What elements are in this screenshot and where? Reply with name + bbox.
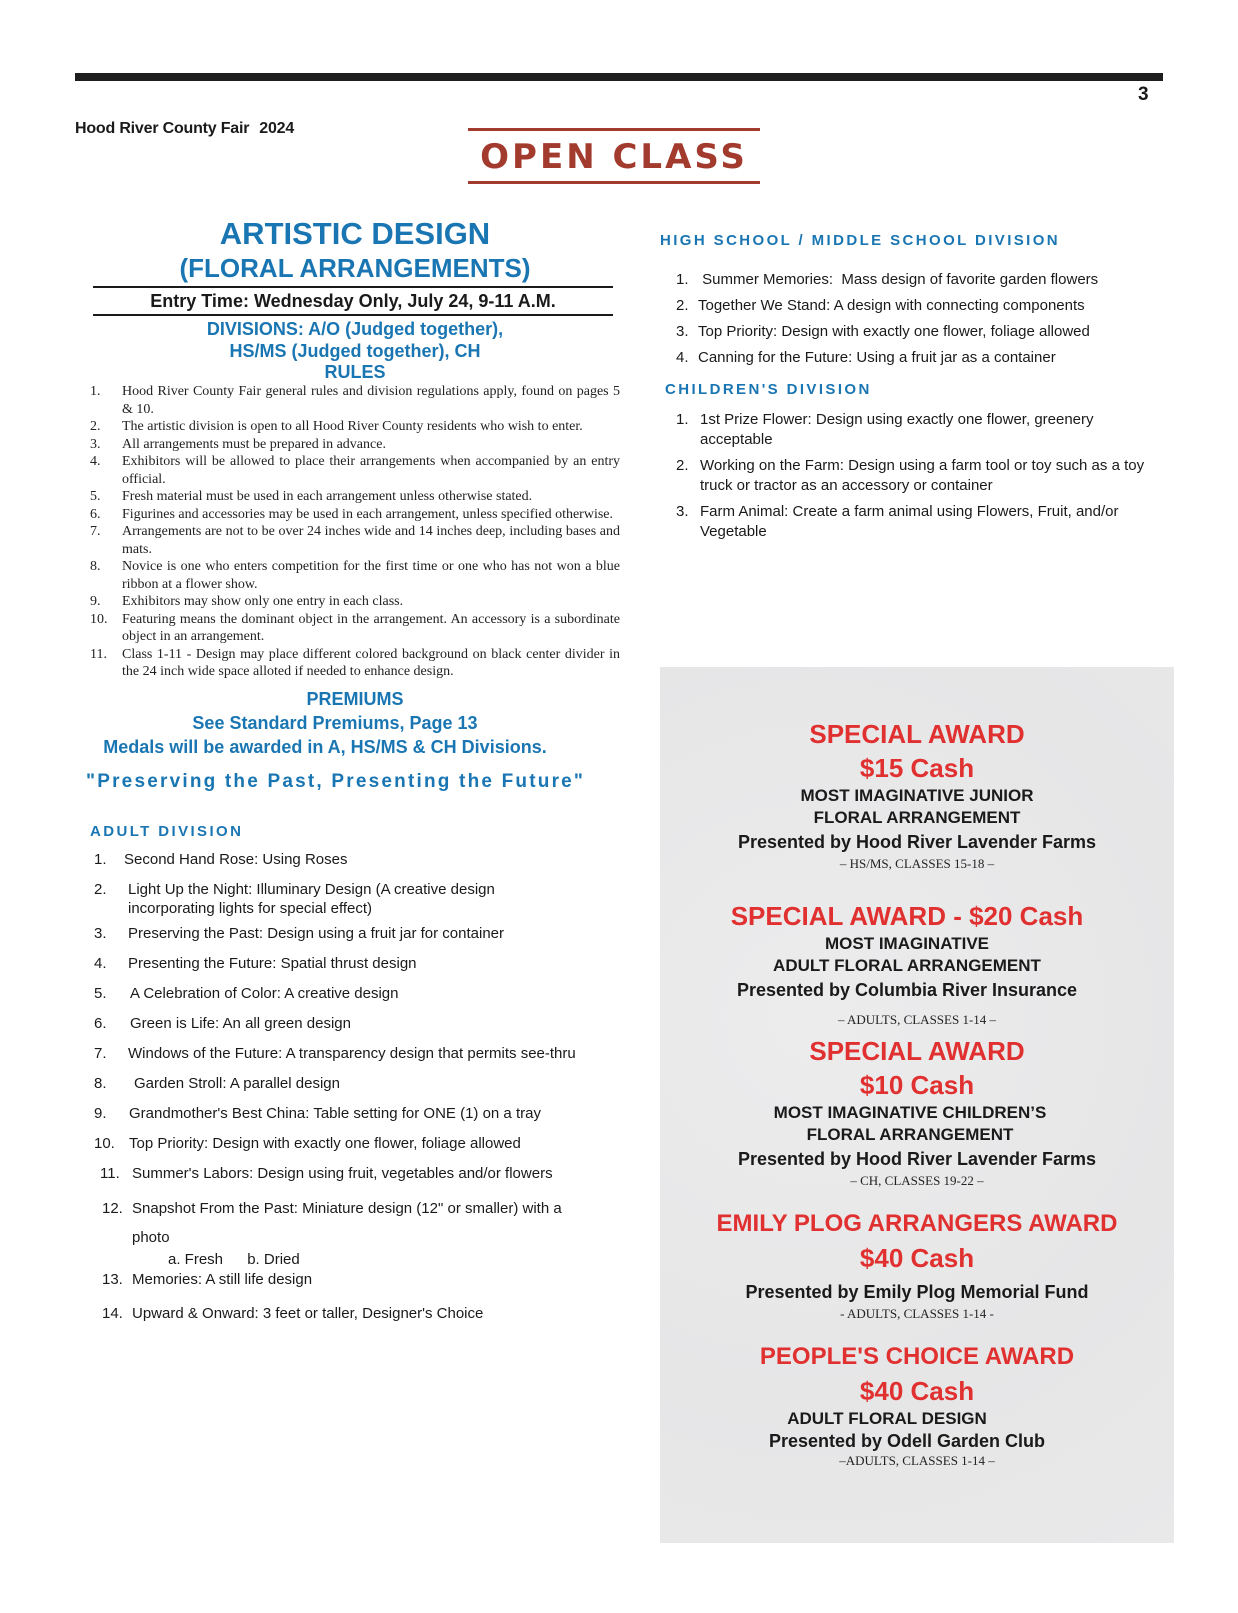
award-amount: $10 Cash — [859, 1070, 975, 1100]
rule-number: 7. — [90, 524, 101, 539]
class-text: Canning for the Future: Using a fruit jar as a container — [698, 349, 1056, 366]
childrens-class-list — [660, 410, 1180, 542]
class-number: 2. — [676, 297, 689, 314]
rule-text: All arrangements must be prepared in advance. — [122, 436, 386, 452]
award-amount: $15 Cash — [859, 753, 975, 783]
class-text: Presenting the Future: Spatial thrust design — [128, 954, 417, 972]
class-text: Second Hand Rose: Using Roses — [124, 850, 348, 868]
class-number: 9. — [94, 1104, 107, 1122]
childrens-division-title: CHILDREN'S DIVISION — [665, 381, 872, 398]
class-item — [90, 1270, 620, 1304]
rule-item — [90, 418, 620, 436]
award-title: SPECIAL AWARD - $20 Cash — [730, 901, 1084, 931]
award-children — [660, 1034, 1174, 1190]
class-item — [90, 1164, 620, 1194]
rule-item — [90, 506, 620, 524]
class-number: 2. — [94, 880, 107, 898]
theme-motto: "Preserving the Past, Presenting the Future" — [86, 770, 586, 792]
rule-number: 11. — [90, 646, 107, 662]
fair-name: Hood River County Fair — [75, 120, 250, 137]
award-adult — [660, 899, 1174, 1029]
divisions-info — [90, 318, 620, 362]
class-number: 6. — [94, 1014, 107, 1032]
rule-text: Class 1-11 - Design may place different colored background on black center divider in the 24 inch wide space alloted if needed to enhance design. — [122, 646, 620, 679]
class-item — [90, 1074, 620, 1104]
class-text: Preserving the Past: Design using a fruit jar for container — [128, 924, 505, 942]
class-number: 1. — [94, 850, 107, 868]
class-text: Light Up the Night: Illuminary Design (A creative design incorporating lights for special effect) — [128, 880, 495, 917]
class-text: Top Priority: Design with exactly one flower, foliage allowed — [698, 323, 1090, 340]
rule-item — [90, 646, 620, 681]
rule-text: Featuring means the dominant object in the arrangement. An accessory is a subordinate object in an arrangement. — [122, 611, 620, 644]
award-junior — [660, 717, 1174, 873]
premiums-title: PREMIUMS — [306, 688, 404, 709]
premiums-section — [90, 687, 620, 759]
class-text: Summer Memories: Mass design of favorite garden flowers — [698, 271, 1099, 288]
rule-number: 9. — [90, 594, 101, 609]
class-number: 5. — [94, 984, 107, 1002]
award-desc: ADULT FLORAL ARRANGEMENT — [773, 956, 1041, 975]
class-item — [676, 502, 1180, 542]
rule-item — [90, 488, 620, 506]
class-item — [90, 984, 620, 1014]
class-number: 8. — [94, 1074, 107, 1092]
class-item — [676, 410, 1180, 450]
class-item — [676, 319, 1180, 345]
class-item — [90, 954, 620, 984]
hs-ms-class-list — [660, 267, 1180, 371]
award-desc: MOST IMAGINATIVE — [824, 934, 989, 953]
hs-ms-division-title: HIGH SCHOOL / MIDDLE SCHOOL DIVISION — [660, 232, 1061, 249]
class-text: Working on the Farm: Design using a farm tool or toy such as a toy truck or tractor as an accessory or container — [700, 457, 1145, 494]
award-classes: – HS/MS, CLASSES 15-18 – — [839, 856, 995, 871]
class-number: 14. — [102, 1304, 123, 1322]
class-text: Together We Stand: A design with connecting components — [698, 297, 1085, 314]
class-number: 13. — [102, 1270, 123, 1288]
rule-text: Hood River County Fair general rules and division regulations apply, found on pages 5 & 10. — [122, 384, 620, 417]
class-item — [90, 1104, 620, 1134]
award-presenter: Presented by Odell Garden Club — [768, 1431, 1046, 1451]
class-number: 1. — [676, 271, 689, 288]
right-column — [660, 232, 1180, 548]
artistic-design-subtitle: (FLORAL ARRANGEMENTS) — [179, 253, 531, 283]
class-number: 2. — [676, 457, 689, 474]
subitem-dried: b. Dried — [247, 1250, 300, 1268]
award-title: SPECIAL AWARD — [809, 1036, 1025, 1066]
class-text: Garden Stroll: A parallel design — [134, 1074, 340, 1092]
section-title-banner — [468, 128, 760, 184]
rule-text: Fresh material must be used in each arrangement unless otherwise stated. — [122, 489, 533, 504]
class-text: 1st Prize Flower: Design using exactly one flower, greenery acceptable — [700, 411, 1094, 448]
divisions-line-1: DIVISIONS: A/O (Judged together), — [206, 319, 504, 339]
class-number: 12. — [102, 1199, 123, 1217]
page-number: 3 — [1138, 84, 1149, 105]
rule-text: Novice is one who enters competition for the first time or one who has not won a blue ribbon at a flower show. — [122, 559, 620, 592]
rule-item — [90, 558, 620, 593]
left-column — [86, 216, 620, 1334]
rule-number: 1. — [90, 384, 101, 399]
artistic-design-title: ARTISTIC DESIGN — [219, 216, 491, 251]
award-classes: – CH, CLASSES 19-22 – — [850, 1173, 984, 1188]
class-text: Farm Animal: Create a farm animal using Flowers, Fruit, and/or Vegetable — [700, 503, 1119, 540]
rules-title: RULES — [324, 362, 386, 382]
rules-list — [90, 383, 620, 681]
rule-item — [90, 523, 620, 558]
section-title: OPEN CLASS — [480, 137, 748, 177]
class-number: 11. — [100, 1164, 120, 1182]
rule-text: Exhibitors will be allowed to place their arrangements when accompanied by an entry official. — [122, 454, 620, 487]
special-awards-box — [660, 667, 1174, 1543]
award-desc: FLORAL ARRANGEMENT — [806, 1125, 1014, 1144]
rule-text: Exhibitors may show only one entry in each class. — [122, 594, 404, 609]
class-number: 3. — [676, 323, 689, 340]
class-12-subitems — [90, 1250, 620, 1270]
medals-note: Medals will be awarded in A, HS/MS & CH Divisions. — [103, 736, 547, 757]
award-title: PEOPLE'S CHOICE AWARD — [759, 1343, 1075, 1370]
class-text: A Celebration of Color: A creative design — [130, 984, 399, 1002]
award-emily-plog — [660, 1207, 1174, 1323]
award-classes: - ADULTS, CLASSES 1-14 - — [840, 1306, 994, 1321]
award-peoples-choice — [660, 1340, 1174, 1470]
rule-text: Figurines and accessories may be used in each arrangement, unless specified otherwise. — [122, 506, 613, 522]
class-item — [90, 1014, 620, 1044]
class-text: Summer's Labors: Design using fruit, vegetables and/or flowers — [132, 1164, 553, 1182]
award-desc: FLORAL ARRANGEMENT — [813, 808, 1021, 827]
class-text: Top Priority: Design with exactly one flower, foliage allowed — [129, 1134, 521, 1152]
rule-number: 5. — [90, 489, 101, 504]
entry-time: Entry Time: Wednesday Only, July 24, 9-11 A.M. — [93, 286, 613, 316]
class-text: Memories: A still life design — [132, 1270, 313, 1288]
class-number: 1. — [676, 411, 689, 428]
class-text: Green is Life: An all green design — [130, 1014, 351, 1032]
adult-class-list-cont — [90, 1270, 620, 1334]
class-text: Windows of the Future: A transparency design that permits see-thru — [128, 1044, 576, 1062]
award-presenter: Presented by Hood River Lavender Farms — [737, 1149, 1097, 1169]
rule-number: 10. — [90, 611, 108, 627]
award-title: EMILY PLOG ARRANGERS AWARD — [716, 1210, 1118, 1237]
class-number: 7. — [94, 1044, 107, 1062]
rule-number: 2. — [90, 419, 101, 434]
class-number: 3. — [676, 503, 689, 520]
award-desc: ADULT FLORAL DESIGN — [787, 1409, 987, 1428]
award-classes: – ADULTS, CLASSES 1-14 – — [837, 1012, 997, 1027]
class-item — [90, 1044, 620, 1074]
rule-item — [90, 453, 620, 488]
class-item — [90, 880, 620, 924]
award-title: SPECIAL AWARD — [809, 719, 1025, 749]
premiums-reference: See Standard Premiums, Page 13 — [192, 712, 478, 733]
rule-number: 3. — [90, 436, 101, 452]
award-presenter: Presented by Hood River Lavender Farms — [737, 832, 1097, 852]
award-presenter: Presented by Emily Plog Memorial Fund — [745, 1282, 1089, 1302]
class-number: 10. — [94, 1134, 115, 1152]
rule-number: 6. — [90, 506, 101, 522]
award-amount: $40 Cash — [859, 1243, 975, 1273]
adult-division-title: ADULT DIVISION — [90, 822, 244, 840]
class-number: 3. — [94, 924, 107, 942]
rule-number: 8. — [90, 559, 101, 574]
award-presenter: Presented by Columbia River Insurance — [736, 980, 1078, 1000]
rule-item — [90, 436, 620, 454]
class-number: 4. — [94, 954, 107, 972]
class-item — [90, 850, 620, 880]
award-desc: MOST IMAGINATIVE JUNIOR — [800, 786, 1034, 805]
rule-text: Arrangements are not to be over 24 inches wide and 14 inches deep, including bases and mats. — [122, 524, 620, 557]
class-item — [676, 293, 1180, 319]
subitem-fresh: a. Fresh — [168, 1250, 224, 1268]
class-text: Grandmother's Best China: Table setting for ONE (1) on a tray — [129, 1104, 541, 1122]
top-rule — [75, 73, 1163, 81]
fair-title — [75, 120, 294, 138]
adult-class-list — [90, 850, 620, 1252]
class-item — [90, 924, 620, 954]
class-item — [90, 1194, 620, 1252]
rule-item — [90, 593, 620, 611]
rule-number: 4. — [90, 454, 101, 469]
class-item — [676, 267, 1180, 293]
fair-year: 2024 — [259, 120, 295, 137]
award-amount: $40 Cash — [859, 1376, 975, 1406]
award-desc: MOST IMAGINATIVE CHILDREN’S — [773, 1103, 1047, 1122]
award-classes: –ADULTS, CLASSES 1-14 – — [839, 1453, 995, 1468]
class-number: 4. — [676, 349, 689, 366]
class-text: Snapshot From the Past: Miniature design (12" or smaller) with a photo — [132, 1199, 562, 1246]
class-item — [676, 456, 1180, 496]
divisions-line-2: HS/MS (Judged together), CH — [229, 341, 481, 361]
class-item — [676, 345, 1180, 371]
class-text: Upward & Onward: 3 feet or taller, Designer's Choice — [132, 1304, 484, 1322]
rule-item — [90, 611, 620, 646]
rule-item — [90, 383, 620, 418]
class-item — [90, 1134, 620, 1164]
rule-text: The artistic division is open to all Hood River County residents who wish to enter. — [122, 419, 583, 434]
class-item — [90, 1304, 620, 1334]
